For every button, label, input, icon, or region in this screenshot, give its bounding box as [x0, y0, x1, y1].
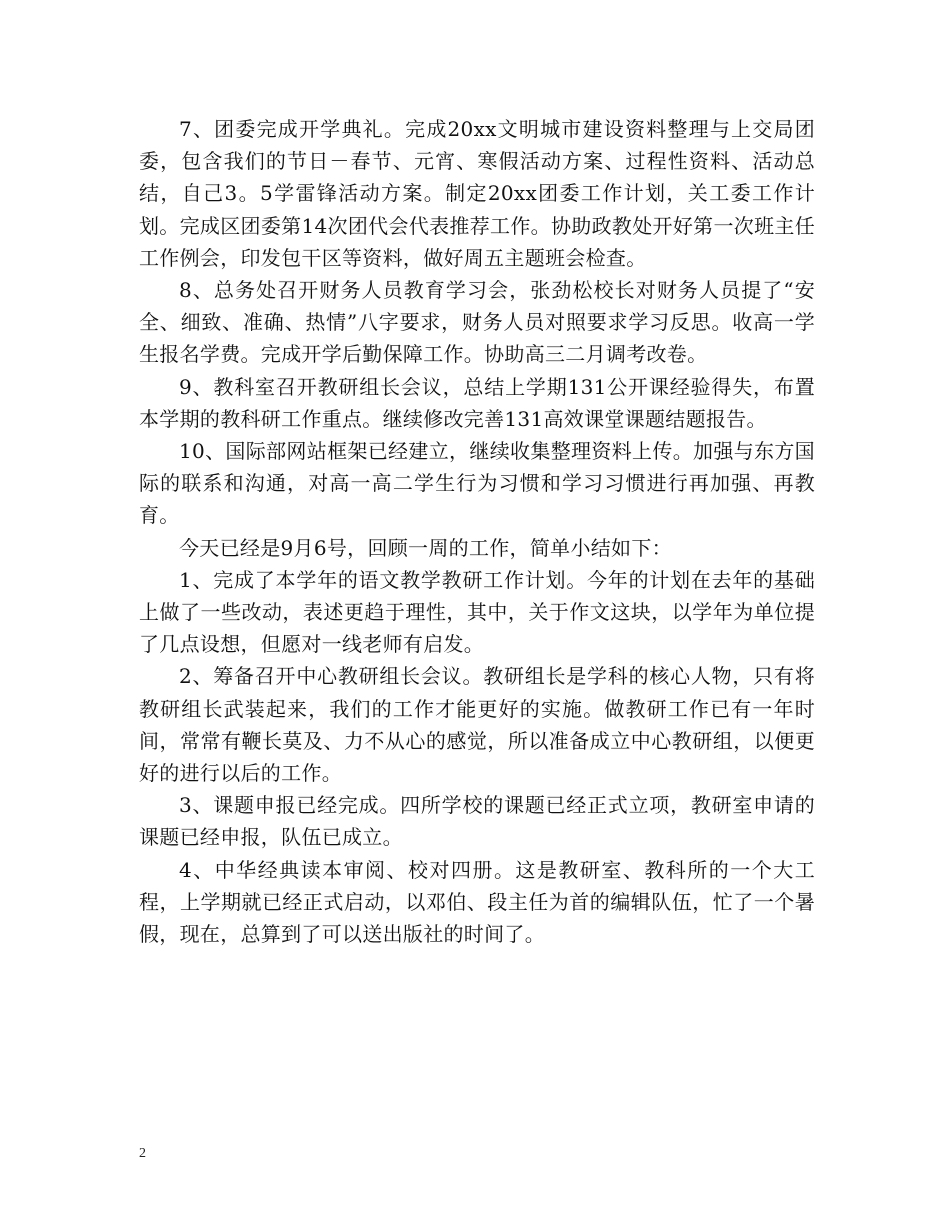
paragraph-7-youth-league: 7、团委完成开学典礼。完成20xx文明城市建设资料整理与上交局团委，包含我们的节日－春节、元宵、寒假活动方案、过程性资料、活动总结，自己3。5学雷锋活动方案。制定20xx团委工作计划，关工委工作计划。完成区团委第14次团代会代表推荐工作。协助政教处开好第一次班主任工作例会，印发包干区等资料，做好周五主题班会检查。 [139, 117, 815, 270]
document-body [139, 113, 815, 950]
paragraph-weekly-summary-intro: 今天已经是9月6号，回顾一周的工作，简单小结如下： [179, 535, 672, 560]
paragraph-summary-1: 1、完成了本学年的语文教学教研工作计划。今年的计划在去年的基础上做了一些改动，表述更趋于理性，其中，关于作文这块，以学年为单位提了几点设想，但愿对一线老师有启发。 [139, 567, 815, 657]
paragraph-summary-4: 4、中华经典读本审阅、校对四册。这是教研室、教科所的一个大工程，上学期就已经正式启动，以邓伯、段主任为首的编辑队伍，忙了一个暑假，现在，总算到了可以送出版社的时间了。 [139, 857, 815, 947]
paragraph-summary-3: 3、课题申报已经完成。四所学校的课题已经正式立项，教研室申请的课题已经申报，队伍已成立。 [139, 793, 815, 850]
paragraph-8-general-affairs: 8、总务处召开财务人员教育学习会，张劲松校长对财务人员提了“安全、细致、准确、热情”八字要求，财务人员对照要求学习反思。收高一学生报名学费。完成开学后勤保障工作。协助高三二月调考改卷。 [139, 278, 815, 367]
paragraph-summary-2: 2、筹备召开中心教研组长会议。教研组长是学科的核心人物，只有将教研组长武装起来，我们的工作才能更好的实施。做教研工作已有一年时间，常常有鞭长莫及、力不从心的感觉，所以准备成立中心教研组，以便更好的进行以后的工作。 [139, 664, 815, 786]
paragraph-10-international-dept: 10、国际部网站框架已经建立，继续收集整理资料上传。加强与东方国际的联系和沟通，对高一高二学生行为习惯和学习习惯进行再加强、再教育。 [139, 439, 815, 528]
page-number: 2 [139, 1146, 146, 1161]
paragraph-9-research-office: 9、教科室召开教研组长会议，总结上学期131公开课经验得失，布置本学期的教科研工作重点。继续修改完善131高效课堂课题结题报告。 [139, 374, 815, 431]
